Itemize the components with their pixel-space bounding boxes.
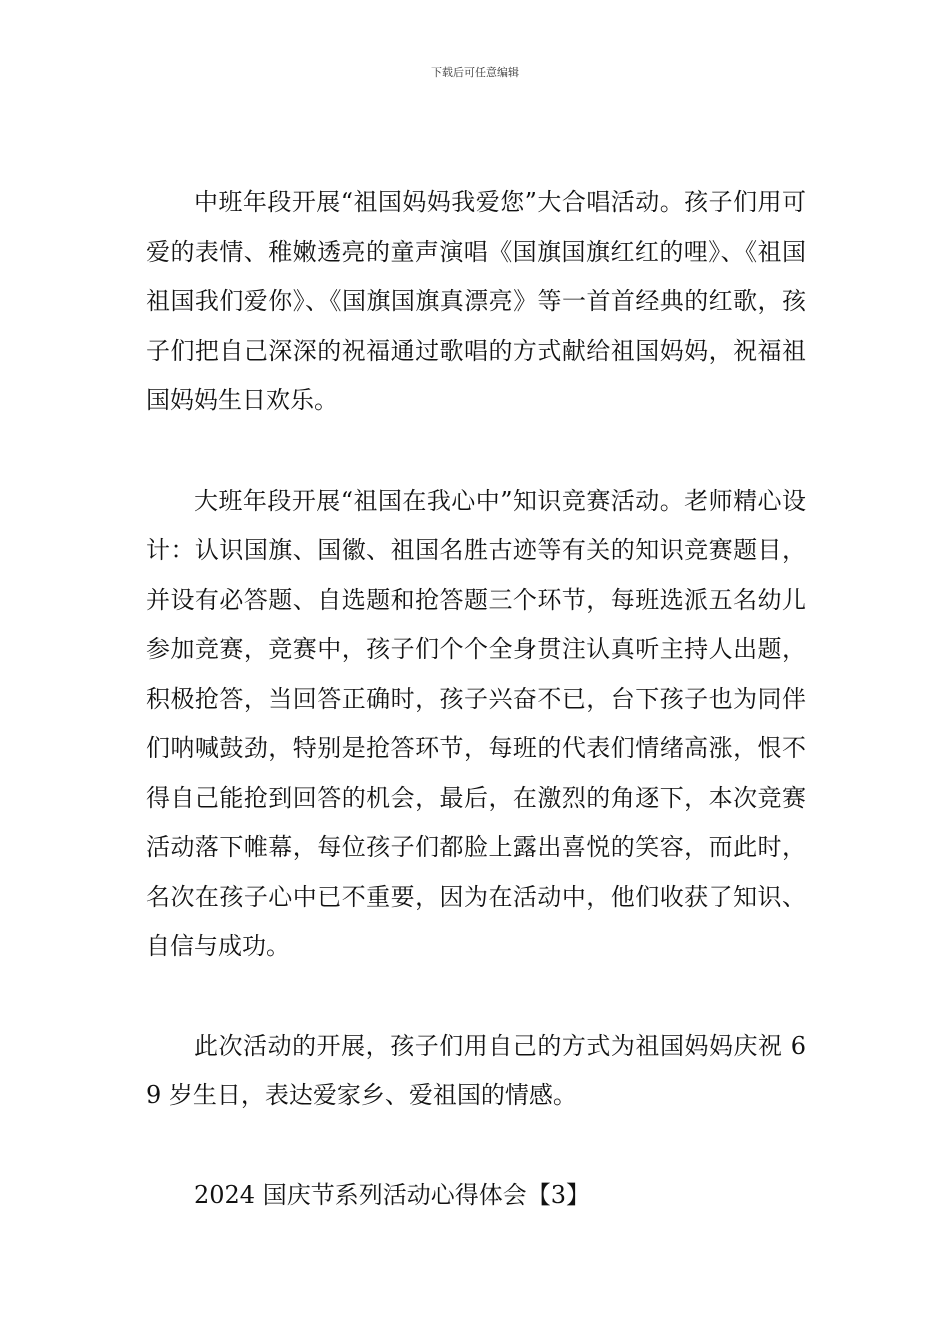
page-header-note: 下载后可任意编辑 (431, 66, 519, 79)
document-body (146, 178, 806, 1220)
paragraph-senior-class-quiz: 大班年段开展“祖国在我心中”知识竞赛活动。老师精心设计：认识国旗、国徽、祖国名胜古迹等有关的知识竞赛题目，并设有必答题、自选题和抢答题三个环节，每班选派五名幼儿参加竞赛，竞赛中，孩子们个个全身贯注认真听主持人出题，积极抢答，当回答正确时，孩子兴奋不已，台下孩子也为同伴们呐喊鼓劲，特别是抢答环节，每班的代表们情绪高涨，恨不得自己能抢到回答的机会，最后，在激烈的角逐下，本次竞赛活动落下帷幕，每位孩子们都脸上露出喜悦的笑容，而此时，名次在孩子心中已不重要，因为在活动中，他们收获了知识、自信与成功。 (146, 486, 806, 960)
paragraph-activity-summary: 此次活动的开展，孩子们用自己的方式为祖国妈妈庆祝 69 岁生日，表达爱家乡、爱祖国的情感。 (146, 1031, 806, 1109)
section-heading: 2024 国庆节系列活动心得体会【3】 (194, 1180, 590, 1209)
paragraph-middle-class-choir: 中班年段开展“祖国妈妈我爱您”大合唱活动。孩子们用可爱的表情、稚嫩透亮的童声演唱《国旗国旗红红的哩》、《祖国祖国我们爱你》、《国旗国旗真漂亮》等一首首经典的红歌，孩子们把自己深深的祝福通过歌唱的方式献给祖国妈妈，祝福祖国妈妈生日欢乐。 (146, 188, 806, 414)
